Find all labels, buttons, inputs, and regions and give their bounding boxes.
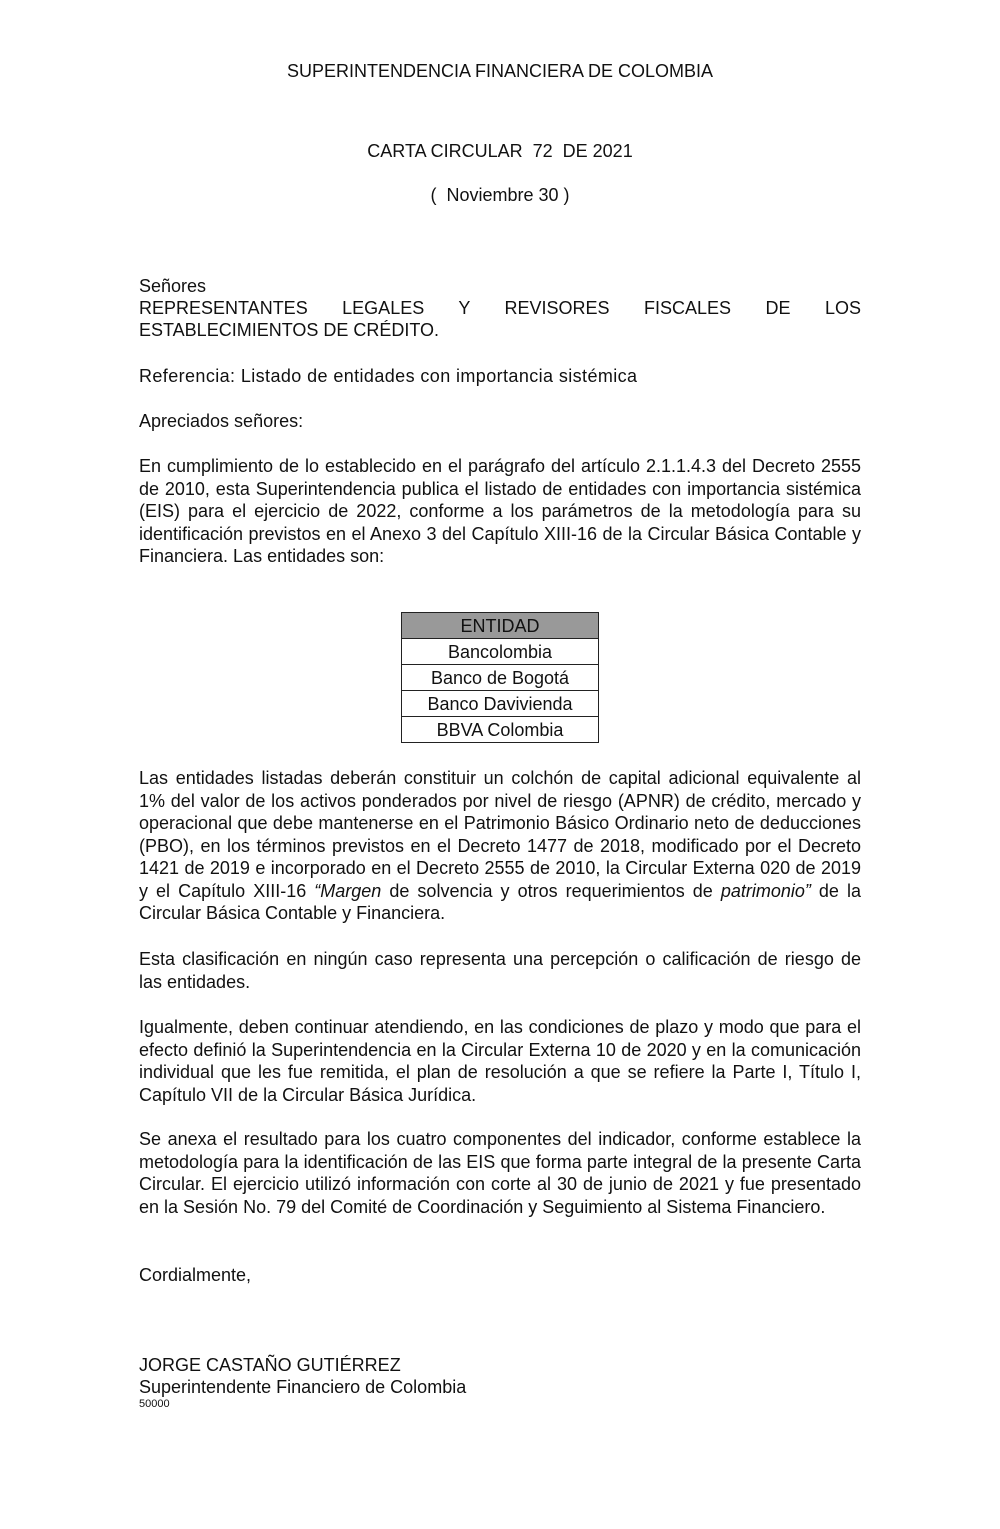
circular-title: CARTA CIRCULAR 72 DE 2021: [367, 141, 633, 161]
annex-paragraph: Se anexa el resultado para los cuatro componentes del indicador, conforme establece la metodología para la identificación de las EIS que forma parte integral de la presente Carta Circular. El ejercicio utilizó información con corte al 30 de junio de 2021 y fue presentado en la Sesión No. 79 del Comité de Coordinación y Seguimiento al Sistema Financiero.: [139, 1129, 861, 1217]
institution-header: SUPERINTENDENCIA FINANCIERA DE COLOMBIA: [286, 61, 714, 81]
resolution-plan-paragraph: Igualmente, deben continuar atendiendo, en las condiciones de plazo y modo que para el efecto definió la Superintendencia en la Circular Externa 10 de 2020 y en la comunicación individual que les fue remitida, el plan de resolución a que se refiere la Parte I, Título I, Capítulo VII de la Circular Básica Jurídica.: [139, 1017, 861, 1105]
closing: Cordialmente,: [139, 1265, 252, 1285]
capital-buffer-paragraph: [139, 767, 861, 925]
intro-paragraph: En cumplimiento de lo establecido en el parágrafo del artículo 2.1.1.4.3 del Decreto 2555 de 2010, esta Superintendencia publica el listado de entidades con importancia sistémica (EIS) para el ejercicio de 2022, conforme a los parámetros de la metodología para su identificación previstos en el Anexo 3 del Capítulo XIII-16 de la Circular Básica Contable y Financiera. Las entidades son:: [139, 456, 861, 566]
reference-line: Referencia: Listado de entidades con importancia sistémica: [139, 366, 638, 386]
paragraph-text: de solvencia y otros requerimientos de: [381, 880, 721, 901]
document-code: 50000: [139, 1398, 170, 1410]
addressee-line-1: REPRESENTANTES LEGALES Y REVISORES FISCALES DE LOS: [139, 298, 861, 318]
paragraph-text: de la Circular Básica Contable y Financiera.: [139, 880, 861, 923]
classification-paragraph: Esta clasificación en ningún caso representa una percepción o calificación de riesgo de las entidades.: [139, 949, 861, 992]
circular-date: ( Noviembre 30 ): [430, 185, 570, 205]
signatory-title: Superintendente Financiero de Colombia: [139, 1377, 467, 1397]
entity-row: Banco de Bogotá: [402, 665, 599, 691]
greeting: Apreciados señores:: [139, 411, 304, 431]
entity-row: Bancolombia: [402, 639, 599, 665]
entity-row: BBVA Colombia: [402, 717, 599, 743]
paragraph-italic-text: patrimonio”: [720, 880, 811, 901]
addressee-line-2: ESTABLECIMIENTOS DE CRÉDITO.: [139, 320, 440, 340]
entity-row: Banco Davivienda: [402, 691, 599, 717]
signatory-name: JORGE CASTAÑO GUTIÉRREZ: [139, 1355, 401, 1375]
entities-table: [401, 612, 599, 743]
addressee-salutation: Señores: [139, 276, 207, 296]
entities-table-header: ENTIDAD: [402, 613, 599, 639]
paragraph-text: Las entidades listadas deberán constituir un colchón de capital adicional equivalente al 1% del valor de los activos ponderados por nivel de riesgo (APNR) de crédito, mercado y operacional que debe mantenerse en el Patrimonio Básico Ordinario neto de deducciones (PBO), en los términos previstos en el Decreto 1477 de 2018, modificado por el Decreto 1421 de 2019 e incorporado en el Decreto 2555 de 2010, la Circular Externa 020 de 2019 y el Capítulo XIII-16: [139, 768, 861, 901]
paragraph-italic-text: “Margen: [314, 880, 382, 901]
